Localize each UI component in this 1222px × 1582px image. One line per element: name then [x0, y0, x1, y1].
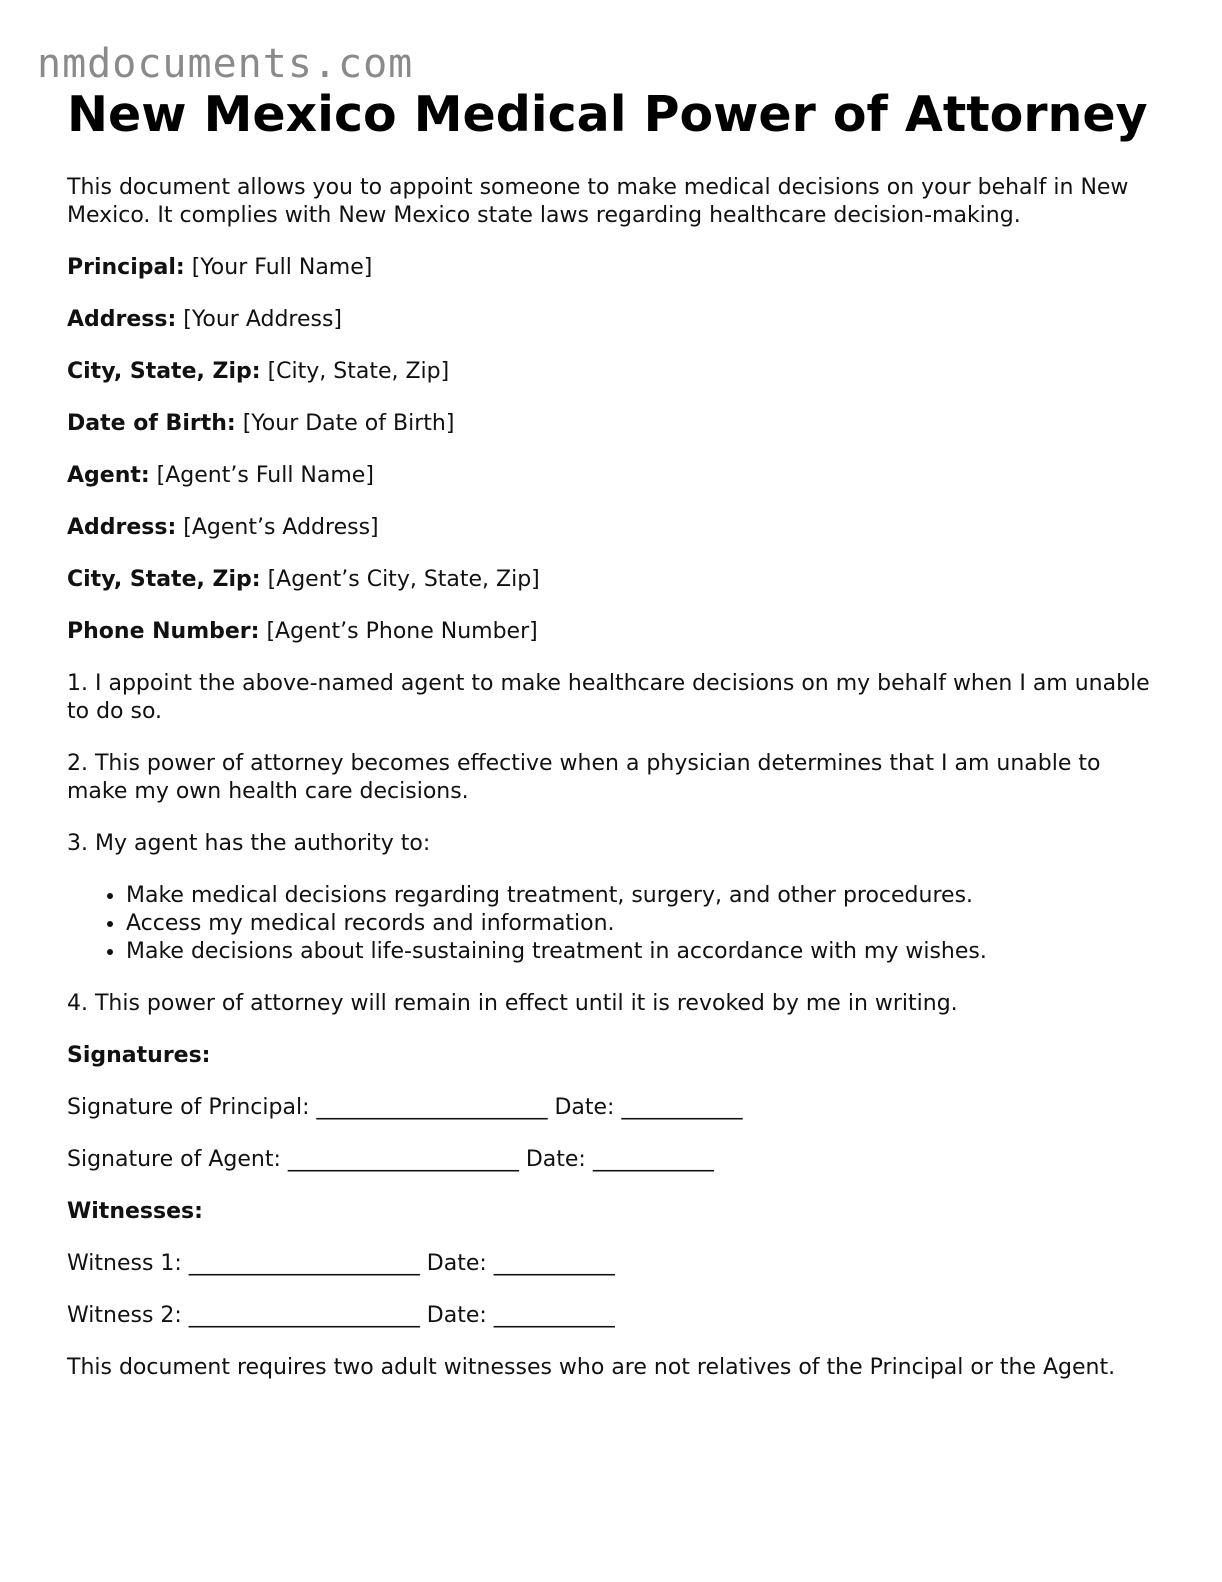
clause-3: 3. My agent has the authority to: — [67, 831, 431, 856]
witness-1-signature-line[interactable]: Witness 1: _____________________ Date: ___________ — [67, 1251, 615, 1276]
field-label: City, State, Zip: — [67, 567, 261, 592]
field-value: [Your Date of Birth] — [242, 411, 455, 436]
footer-note: This document requires two adult witnesses who are not relatives of the Principal or the Agent. — [67, 1355, 1116, 1380]
field-agent-city — [67, 566, 1157, 594]
list-item: • Make decisions about life-sustaining treatment in accordance with my wishes. — [126, 938, 1157, 966]
field-value: [Agent’s Phone Number] — [266, 619, 538, 644]
field-label: Agent: — [67, 463, 150, 488]
field-agent-phone — [67, 618, 1157, 646]
field-value: [Agent’s Full Name] — [156, 463, 374, 488]
list-item: • Make medical decisions regarding treatment, surgery, and other procedures. — [126, 882, 1157, 910]
field-agent — [67, 462, 1157, 490]
authority-list — [67, 882, 1157, 966]
field-principal-address — [67, 306, 1157, 334]
clause-4: 4. This power of attorney will remain in effect until it is revoked by me in writing. — [67, 991, 958, 1016]
field-value: [Agent’s Address] — [183, 515, 379, 540]
witness-2-signature-line[interactable]: Witness 2: _____________________ Date: ___________ — [67, 1303, 615, 1328]
field-label: Principal: — [67, 255, 185, 280]
agent-signature-line[interactable]: Signature of Agent: _____________________ Date: ___________ — [67, 1147, 714, 1172]
principal-signature-line[interactable]: Signature of Principal: _____________________ Date: ___________ — [67, 1095, 743, 1120]
field-value: [Your Full Name] — [191, 255, 373, 280]
field-date-of-birth — [67, 410, 1157, 438]
field-value: [Agent’s City, State, Zip] — [267, 567, 540, 592]
field-label: Address: — [67, 307, 177, 332]
field-label: Address: — [67, 515, 177, 540]
list-item: • Access my medical records and information. — [126, 910, 1157, 938]
field-value: [City, State, Zip] — [267, 359, 450, 384]
watermark: nmdocuments.com — [37, 41, 414, 87]
field-label: Phone Number: — [67, 619, 260, 644]
intro-paragraph: This document allows you to appoint someone to make medical decisions on your behalf in New Mexico. It complies with New Mexico state laws regarding healthcare decision-making. — [67, 175, 1129, 228]
field-principal — [67, 254, 1157, 282]
field-agent-address — [67, 514, 1157, 542]
clause-1: 1. I appoint the above-named agent to make healthcare decisions on my behalf when I am unable to do so. — [67, 671, 1150, 724]
document — [67, 84, 1157, 1382]
field-label: City, State, Zip: — [67, 359, 261, 384]
document-title: New Mexico Medical Power of Attorney — [67, 86, 1148, 143]
field-label: Date of Birth: — [67, 411, 236, 436]
clause-2: 2. This power of attorney becomes effective when a physician determines that I am unable to make my own health care decisions. — [67, 751, 1101, 804]
field-principal-city — [67, 358, 1157, 386]
field-value: [Your Address] — [183, 307, 343, 332]
signatures-heading: Signatures: — [67, 1043, 211, 1068]
witnesses-heading: Witnesses: — [67, 1199, 203, 1224]
